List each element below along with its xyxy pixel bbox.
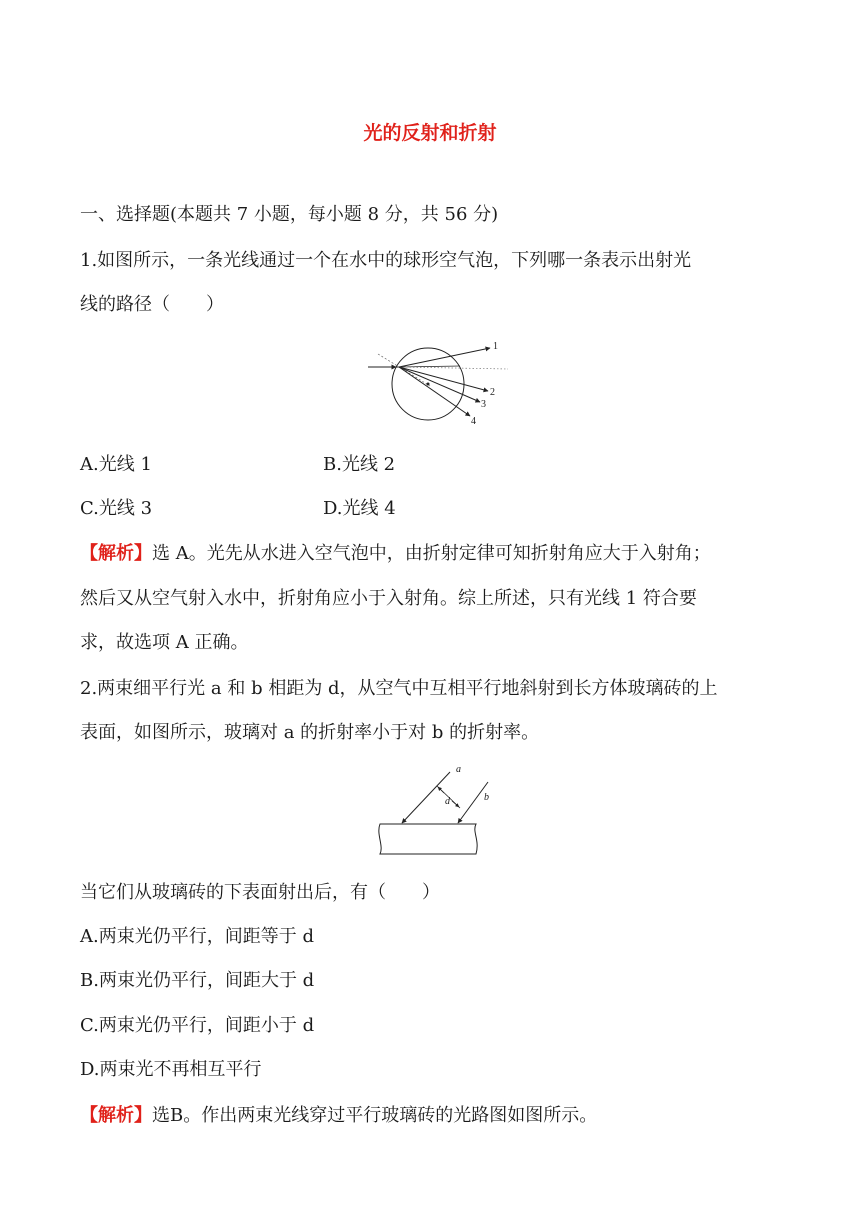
q2-analysis-text: 选B。作出两束光线穿过平行玻璃砖的光路图如图所示。 [152, 1105, 598, 1126]
q1-stem-line1: 1.如图所示，一条光线通过一个在水中的球形空气泡，下列哪一条表示出射光 [80, 250, 692, 271]
ray-dotted [399, 367, 508, 369]
glass-block [379, 824, 477, 854]
ray-label-2: 2 [490, 387, 495, 398]
section-heading: 一、选择题(本题共 7 小题，每小题 8 分，共 56 分) [80, 204, 499, 225]
label-a: a [456, 764, 461, 775]
q2-stem-line3: 当它们从玻璃砖的下表面射出后，有（ ） [80, 882, 440, 903]
bubble-center [427, 383, 430, 386]
ray-3 [399, 367, 480, 402]
ray-4 [399, 367, 470, 416]
q2-analysis-line1 [80, 1104, 597, 1128]
q1-analysis-line3: 求，故选项 A 正确。 [80, 632, 249, 653]
q1-option-d: D.光线 4 [323, 498, 396, 519]
ray-2 [399, 367, 488, 391]
ray-1-inner [399, 366, 460, 367]
q2-analysis-tag: 【解析】 [80, 1105, 152, 1126]
ray-label-4: 4 [471, 416, 476, 427]
ray-1 [399, 348, 490, 367]
q1-option-b: B.光线 2 [323, 454, 396, 475]
q1-option-a: A.光线 1 [80, 454, 152, 475]
q1-analysis-line1 [80, 542, 711, 566]
q1-analysis-tag: 【解析】 [80, 543, 152, 564]
label-b: b [484, 792, 489, 803]
beam-a [402, 772, 450, 823]
q1-option-c: C.光线 3 [80, 498, 153, 519]
q2-option-d: D.两束光不再相互平行 [80, 1059, 262, 1080]
q2-stem-line1: 2.两束细平行光 a 和 b 相距为 d，从空气中互相平行地斜射到长方体玻璃砖的上 [80, 678, 718, 699]
q1-bubble-figure [360, 336, 510, 431]
q2-glass-block-figure [372, 760, 488, 862]
ray-label-1: 1 [493, 341, 498, 352]
page-title: 光的反射和折射 [363, 122, 497, 144]
label-d: d [445, 796, 450, 807]
ray-label-3: 3 [481, 399, 486, 410]
q2-option-a: A.两束光仍平行，间距等于 d [80, 926, 314, 947]
q1-analysis-line2: 然后又从空气射入水中，折射角应小于入射角。综上所述，只有光线 1 符合要 [80, 588, 697, 609]
q1-analysis-text: 选 A。光先从水进入空气泡中，由折射定律可知折射角应大于入射角； [152, 543, 711, 564]
q1-stem-line2: 线的路径（ ） [80, 294, 224, 315]
q2-option-c: C.两束光仍平行，间距小于 d [80, 1015, 315, 1036]
q2-stem-line2: 表面，如图所示，玻璃对 a 的折射率小于对 b 的折射率。 [80, 722, 540, 743]
q2-option-b: B.两束光仍平行，间距大于 d [80, 970, 315, 991]
